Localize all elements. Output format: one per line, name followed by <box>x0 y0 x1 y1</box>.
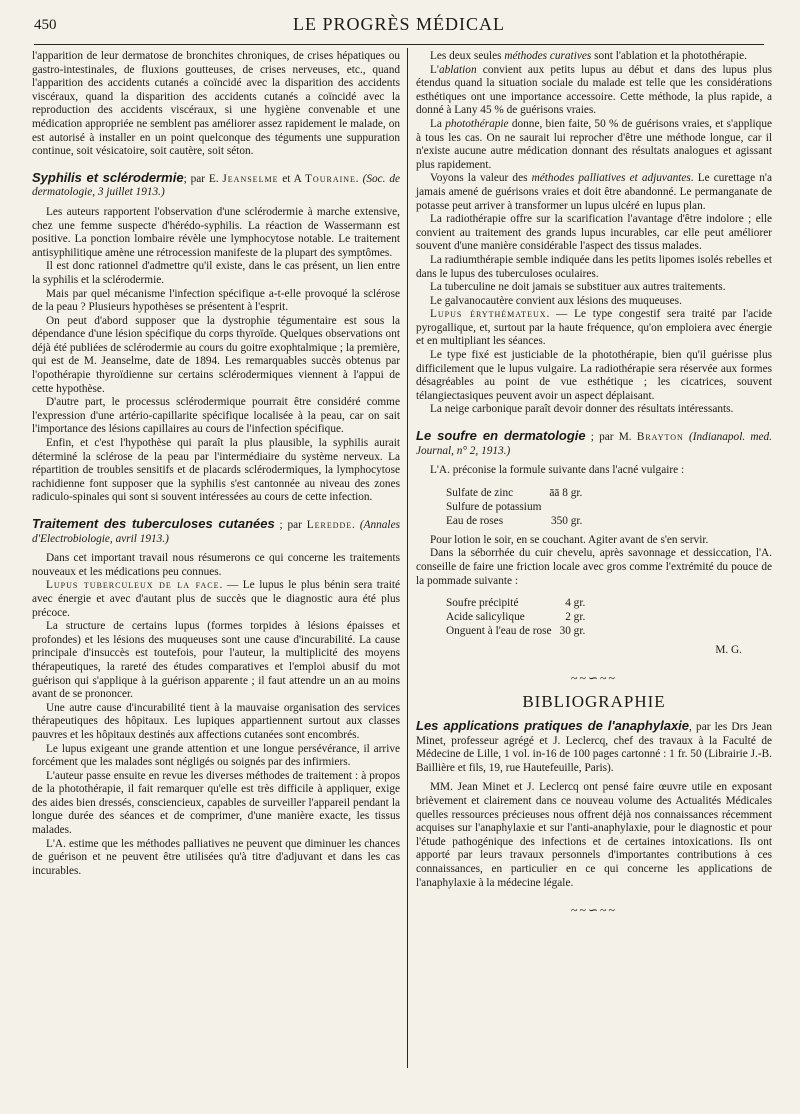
paragraph: La photothérapie donne, bien faite, 50 % de guérisons vraies, et s'applique à tous les cas. On ne saurait lui reprocher d'être une méthode longue, car il n'existe aucune autre médication donnant des résultats analogues et agissant plus rapidement. <box>416 117 772 171</box>
paragraph: Les auteurs rapportent l'observation d'une sclérodermie à marche extensive, chez une femme suspecte d'hérédo-syphilis. La réaction de Wassermann est positive. La ponction lombaire révèle une lymphocytose notable. Le traitement antisyphilitique amène une rétrocession manifeste de la plupart des symptômes. <box>32 205 400 259</box>
paragraph: Mais par quel mécanisme l'infection spécifique a-t-elle provoqué la sclérose de la peau ? Plusieurs hypothèses se présentent à l'esprit. <box>32 287 400 314</box>
paragraph: La radiothérapie offre sur la scarification l'avantage d'être indolore ; elle convient au traitement des grands lupus incurables, car elle peut améliorer souvent d'une manière considérable l'aspect des tissus malades. <box>416 213 772 253</box>
paragraph: L'A. préconise la formule suivante dans l'acné vulgaire : <box>430 464 685 477</box>
page-number: 450 <box>34 17 57 33</box>
paragraph: Une autre cause d'incurabilité tient à la mauvaise organisation des services thérapeutiques des hôpitaux. Les lupiques appartiennent surtout aux classes pauvres et les hôpitaux destinés aux affections cutanées sont encombrés. <box>32 701 400 741</box>
book-title: Les applications pratiques de l'anaphylaxie <box>416 717 690 733</box>
run-in-heading: Lupus érythémateux <box>430 308 547 321</box>
run-in-heading: Lupus tuberculeux de la face <box>46 579 220 592</box>
formula-row: Eau de roses 350 gr. <box>446 514 583 527</box>
signature-initials: M. G. <box>715 644 742 657</box>
paragraph: Il est donc rationnel d'admettre qu'il existe, dans le cas présent, un lien entre la syphilis et la sclérodermie. <box>32 260 400 286</box>
paragraph: Le type fixé est justiciable de la photothérapie, bien qu'il guérisse plus difficilement que le lupus vulgaire. La radiothérapie sera réservée aux formes désagréables au point de vue esthétique ; les cicatrices, souvent télangiectasiques peuvent avoir un aspect déplaisant. <box>416 349 772 402</box>
formula-table <box>444 596 587 638</box>
paragraph: Les deux seules méthodes curatives sont l'ablation et la photothérapie. <box>430 50 748 62</box>
column-divider <box>407 48 408 1068</box>
paragraph: MM. Jean Minet et J. Leclercq ont pensé faire œuvre utile en exposant brièvement et clairement dans ce nouveau volume des Actualités Médicales quelles ressources précieuses nous offrent déjà nos connaissances récemment acquises sur l'anaphylaxie et sur l'anti-anaphylaxie, pour le diagnostic et pour l'étude pathogénique des infections et de certaines intoxications. Ils ont apporté par leurs travaux personnels d'importantes contributions à ces connaissances, en particulier en ce qui concerne les applications de l'anaphylaxie à la médecine légale. <box>416 781 772 889</box>
paragraph: La neige carbonique paraît devoir donner des résultats intéressants. <box>430 403 734 416</box>
book-entry: Les applications pratiques de l'anaphylaxie, par les Drs Jean Minet, professeur agrégé et J. Leclercq, chef des travaux à la Faculté de Médecine de Lille, 1 vol. in-16 de 100 pages cartonné : 1 fr. 50 (Librairie J.-B. Baillière et fils, 19, rue Hautefeuille, Paris). <box>416 717 772 774</box>
article-heading-tuberculoses: Traitement des tuberculoses cutanées ; par Leredde. (Annales d'Electrobiologie, avril 1913.) <box>32 516 400 545</box>
formula-row: Acide salicylique 2 gr. <box>446 611 586 624</box>
right-column <box>416 50 772 928</box>
formula-row: Sulfure de potassium <box>446 500 542 513</box>
formula-row: Sulfate de zinc āā 8 gr. <box>446 486 583 499</box>
paragraph: Dans la séborrhée du cuir chevelu, après savonnage et dessiccation, l'A. conseille de faire une friction locale avec gros comme l'extrémité du pouce de la pommade suivante : <box>416 547 772 587</box>
paragraph: D'autre part, le processus sclérodermique pourrait être considéré comme l'expression d'une artério-capillarite spécifique localisée à la peau, car on sait l'importance des lésions capillaires au cours de l'infection spécifique. <box>32 396 400 436</box>
left-column <box>32 50 400 878</box>
running-header <box>34 14 764 38</box>
article-title: Le soufre en dermatologie <box>416 428 586 444</box>
author: Jeanselme <box>222 172 279 185</box>
journal-title: LE PROGRÈS MÉDICAL <box>292 14 505 34</box>
paragraph: l'apparition de leur dermatose de bronchites chroniques, de crises hépatiques ou gastro-intestinales, de fluxions goutteuses, de crises nerveuses, etc., quand l'apparition des accidents cutanés a coïncidé avec la disparition des accidents viscéraux, quand la disparition des accidents cutanés a coïncidé avec la reproduction des accidents viscéraux, si une hygiène convenable et une médication appropriée ne semblent pas améliorer assez rapidement le malade, on est autorisé à installer en un point quelconque des téguments une suppuration continue, soit vésicatoire, soit cautère, soit séton. <box>32 50 400 158</box>
paragraph: La radiumthérapie semble indiquée dans les petits lipomes isolés rebelles et dans le lupus des tuberculoses oculaires. <box>416 253 772 280</box>
author: Touraine <box>305 172 356 185</box>
paragraph: Le lupus exigeant une grande attention et une longue persévérance, il arrive forcément que les malades sont négligés ou soignés par des infirmiers. <box>32 742 400 769</box>
paragraph: La tuberculine ne doit jamais se substituer aux autres traitements. <box>430 281 726 294</box>
formula-table <box>444 486 584 528</box>
header-rule <box>34 44 764 45</box>
source: . (Annales d'Electrobiologie, avril 1913.) <box>32 519 400 545</box>
paragraph: La structure de certains lupus (formes torpides à lésions épaisses et profondes) et les lésions des muqueuses sont une cause d'incurabilité. La cause principale d'insuccès est toutefois, pour l'auteur, la multiplicité des moyens thérapeutiques, la rareté des études comparatives et l'emploi abusif du mot guérison qui s'applique à la guérison apparente ; il faut attendre un an au moins avant de se prononcer. <box>32 620 400 701</box>
paragraph: Dans cet important travail nous résumerons ce qui concerne les traitements nouveaux et les médications peu connues. <box>32 552 400 578</box>
paragraph: Le galvanocautère convient aux lésions des muqueuses. <box>430 294 682 307</box>
paragraph: L'A. estime que les méthodes palliatives ne peuvent que diminuer les chances de guérison et ne peuvent être utilisées qu'à titre d'adjuvant et dans les cas incurables. <box>32 837 400 877</box>
paragraph: Pour lotion le soir, en se couchant. Agiter avant de s'en servir. <box>430 533 709 546</box>
paragraph: Enfin, et c'est l'hypothèse qui paraît la plus plausible, la syphilis aurait déterminé la sclérose de la peau par l'intermédiaire du système nerveux. La répartition de troubles sensitifs et de placards sclérodermiques, la lymphocytose rachidienne font supposer que la syphilis s'est cantonnée au niveau des zones radiculo-spinales qui sont si souvent intéressées au cours de cette infection. <box>32 437 400 504</box>
article-heading-soufre: Le soufre en dermatologie ; par M. Brayton (Indianapol. med. Journal, n° 2, 1913.) <box>416 428 772 457</box>
paragraph: L'auteur passe ensuite en revue les diverses méthodes de traitement : à propos de la photothérapie, il fait remarquer qu'elle est très difficile à appliquer, exige des aides bien dressés, consciencieux, capables de surveiller l'appareil pendant la longue durée des séances et de comprimer, d'une manière exacte, les tissus malades. <box>32 769 400 837</box>
paragraph: Voyons la valeur des méthodes palliatives et adjuvantes. Le curettage n'a jamais amené de guérisons vraies et doit être abandonné. Le permanganate de potasse peut arriver à transformer un lupus ulcéré en lupus plan. <box>416 172 772 212</box>
author: Leredde <box>306 519 353 531</box>
ornament-divider: ~~∽~~ <box>570 903 618 918</box>
article-heading-syphilis: Syphilis et sclérodermie; par E. Jeanselme et A Touraine. (Soc. de dermatologie, 3 juillet 1913.) <box>32 169 400 199</box>
source: (Indianapol. med. Journal, n° 2, 1913.) <box>416 431 772 457</box>
paragraph: Lupus érythémateux. — Le type congestif sera traité par l'acide pyrogallique, et, surtout par la haute fréquence, qu'on emploiera avec énergie et en multipliant les séances. <box>416 308 772 348</box>
paragraph: L'ablation convient aux petits lupus au début et dans des lupus plus étendus quand la situation sociale du malade est telle que les considérations esthétiques ont une importance accessoire. Cette méthode, la plus rapide, a donné à Lany 45 % de guérisons vraies. <box>416 63 772 117</box>
section-heading: BIBLIOGRAPHIE <box>522 692 666 712</box>
source: . (Soc. de dermatologie, 3 juillet 1913.) <box>32 172 400 199</box>
ornament-divider: ~~∽~~ <box>570 670 618 685</box>
formula-row: Onguent à l'eau de rose 30 gr. <box>446 625 586 638</box>
paragraph: On peut d'abord supposer que la dystrophie tégumentaire est sous la dépendance d'une lésion spécifique du corps thyroïde. Quelques observations ont déjà été publiées de sclérodermie au cours du goitre exophtalmique ; la première, qui est de M. Jeanselme, date de 1894. Les remarquables succès obtenus par l'opothérapie thyroïdienne sur certains sclérodermiques viennent à l'appui de cette hypothèse. <box>32 314 400 395</box>
paragraph: Lupus tuberculeux de la face. — Le lupus le plus bénin sera traité avec énergie et avec d'autant plus de succès que le diagnostic aura été plus précoce. <box>32 579 400 619</box>
author: Brayton <box>636 431 684 444</box>
article-title: Traitement des tuberculoses cutanées <box>32 516 275 531</box>
formula-row: Soufre précipité 4 gr. <box>446 597 586 610</box>
article-title: Syphilis et sclérodermie <box>32 169 184 185</box>
